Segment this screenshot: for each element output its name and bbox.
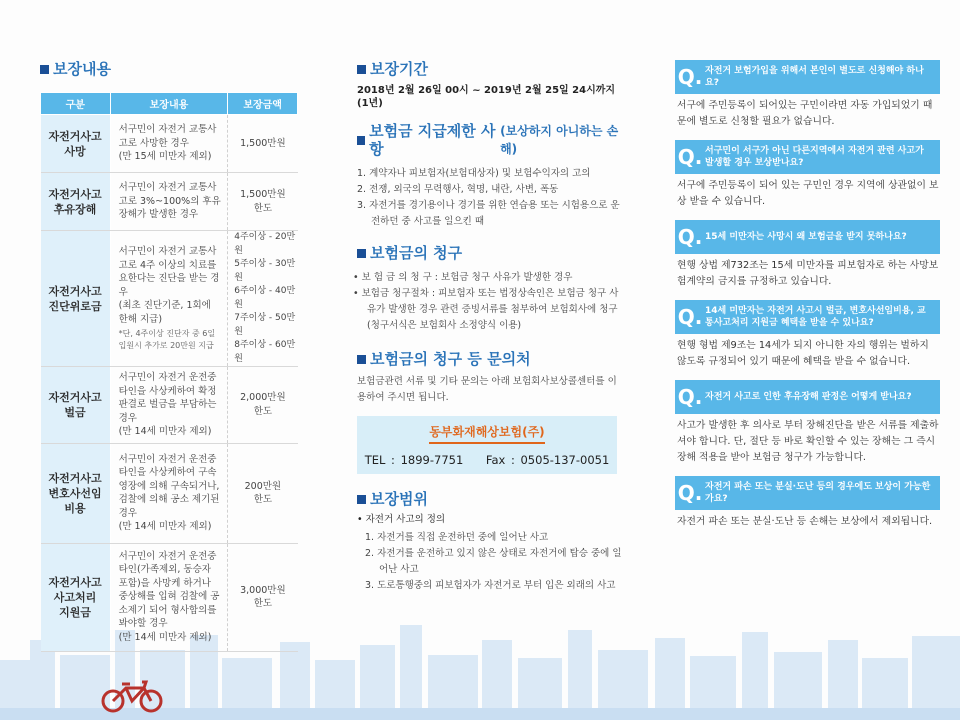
coverage-amount: 200만원 한도 <box>228 443 298 543</box>
limit-title: 보험금 지급제한 사항 (보상하지 아니하는 손해) <box>357 122 622 158</box>
faq-item <box>675 300 940 370</box>
contact-box <box>357 416 617 474</box>
coverage-desc: 서구민이 자전거 교통사고로 사망한 경우 (만 15세 미만자 제외) <box>110 115 228 173</box>
coverage-amount-tiers <box>228 231 298 367</box>
company-name: 동부화재해상보험(주) <box>429 424 544 444</box>
coverage-amount: 1,500만원 <box>228 115 298 173</box>
q-mark: Q. <box>677 305 703 329</box>
coverage-kind: 자전거사고 변호사선임 비용 <box>41 443 111 543</box>
list-item: • 보 험 금 의 청 구 : 보험금 청구 사유가 발생한 경우 <box>353 272 573 283</box>
coverage-desc: 서구민이 자전거 운전중 타인(가족제외, 동승자 포함)을 사망케 하거나 중상해를 입혀 검찰에 공소제기 되어 형사합의를 봐야할 경우 (만 14세 미만자 제외) <box>110 543 228 651</box>
square-bullet-icon <box>357 136 365 145</box>
coverage-table <box>40 92 298 652</box>
tier-item: 8주이상 - 60만원 <box>234 340 296 364</box>
faq-question: Q. 서구민이 서구가 아닌 다른지역에서 자전거 관련 사고가 발생할 경우 보상받나요? <box>675 140 940 174</box>
faq-question: Q. 자전거 사고로 인한 후유장해 판정은 어떻게 받나요? <box>675 380 940 414</box>
coverage-desc-text: 서구민이 자전거 교통사고로 4주 이상의 치료를 요한다는 진단을 받는 경우 (최초 진단기준, 1회에 한해 지급) <box>118 246 220 325</box>
q-mark: Q. <box>677 225 703 249</box>
faq-answer: 서구에 주민등록이 되어 있는 구민인 경우 지역에 상관없이 보상 받을 수 있습니다. <box>677 180 939 207</box>
table-header: 구분 <box>41 93 111 115</box>
inquiry-text: 보험금관련 서류 및 기타 문의는 아래 보험회사보상콜센터를 이용하여 주시면 됩니다. <box>357 376 617 403</box>
faq-item <box>675 380 940 466</box>
period-title: 보장기간 <box>357 60 622 78</box>
coverage-kind: 자전거사고 벌금 <box>41 367 111 444</box>
tier-item: 4주이상 - 20만원 <box>234 232 296 256</box>
scope-list <box>357 530 622 594</box>
faq-item <box>675 60 940 130</box>
coverage-kind: 자전거사고 후유장해 <box>41 173 111 231</box>
faq-item <box>675 220 940 290</box>
list-item: 3. 자전거를 경기용이나 경기를 위한 연습용 또는 시험용으로 운전하던 중 사고를 일으킨 때 <box>357 200 620 227</box>
coverage-kind: 자전거사고 사고처리 지원금 <box>41 543 111 651</box>
square-bullet-icon <box>357 355 366 364</box>
square-bullet-icon <box>357 249 366 258</box>
list-item: 2. 전쟁, 외국의 무력행사, 혁명, 내란, 사변, 폭동 <box>357 184 559 195</box>
faq-answer: 현행 상법 제732조는 15세 미만자를 피보험자로 하는 사망보험계약의 금지를 규정하고 있습니다. <box>677 260 939 287</box>
faq-answer: 사고가 발생한 후 의사로 부터 장해진단을 받은 서류를 제출하셔야 합니다. 단, 절단 등 바로 확인할 수 있는 장해는 그 즉시 장해 적용을 받아 보험금 청구가 가능합니다. <box>677 420 939 463</box>
faq-answer: 현행 형법 제9조는 14세가 되지 아니한 자의 행위는 벌하지 않도록 규정되어 있기 때문에 혜택을 받을 수 없습니다. <box>677 340 929 367</box>
coverage-desc: 서구민이 자전거 교통사고로 3%~100%의 후유장해가 발생한 경우 <box>110 173 228 231</box>
period-text: 2018년 2월 26일 00시 ~ 2019년 2월 25일 24시까지(1년) <box>357 85 616 109</box>
tier-item: 6주이상 - 40만원 <box>234 286 296 310</box>
square-bullet-icon <box>357 65 366 74</box>
faq-question: Q. 14세 미만자는 자전거 사고시 벌금, 변호사선임비용, 교통사고처리 지원금 혜택을 받을 수 있나요? <box>675 300 940 334</box>
claim-list <box>353 270 622 334</box>
coverage-amount: 1,500만원 한도 <box>228 173 298 231</box>
faq-answer: 자전거 파손 또는 분실·도난 등 손해는 보상에서 제외됩니다. <box>677 516 933 527</box>
faq-question: Q. 15세 미만자는 사망시 왜 보험금을 받지 못하나요? <box>675 220 940 254</box>
coverage-kind: 자전거사고 진단위로금 <box>41 231 111 367</box>
table-row <box>41 367 298 444</box>
coverage-column <box>40 60 298 652</box>
coverage-note: *단, 4주이상 진단자 중 6일 입원시 추가로 20만원 지급 <box>118 329 216 350</box>
coverage-amount: 2,000만원 한도 <box>228 367 298 444</box>
square-bullet-icon <box>357 495 366 504</box>
table-row <box>41 231 298 367</box>
coverage-kind: 자전거사고 사망 <box>41 115 111 173</box>
faq-question: Q. 자전거 파손 또는 분실·도난 등의 경우에도 보상이 가능한가요? <box>675 476 940 510</box>
coverage-desc <box>110 231 228 367</box>
tier-item: 7주이상 - 50만원 <box>234 313 296 337</box>
faq-item <box>675 476 940 530</box>
q-mark: Q. <box>677 481 703 505</box>
q-mark: Q. <box>677 65 703 89</box>
claim-title: 보험금의 청구 <box>357 244 622 262</box>
coverage-amount: 3,000만원 한도 <box>228 543 298 651</box>
list-item: 2. 자전거를 운전하고 있지 않은 상태로 자전거에 탑승 중에 일어난 사고 <box>365 548 622 575</box>
limit-list <box>357 166 622 230</box>
list-item: 1. 계약자나 피보험자(보험대상자) 및 보험수익자의 고의 <box>357 168 591 179</box>
coverage-title: 보장내용 <box>40 60 298 78</box>
table-header: 보장내용 <box>110 93 228 115</box>
table-row <box>41 173 298 231</box>
contact-numbers: TEL : 1899-7751 Fax : 0505-137-0051 <box>364 453 610 467</box>
info-column <box>353 60 622 594</box>
faq-answer: 서구에 주민등록이 되어있는 구민이라면 자동 가입되었기 때문에 별도로 신청할 필요가 없습니다. <box>677 100 933 127</box>
faq-item <box>675 140 940 210</box>
inquiry-title: 보험금의 청구 등 문의처 <box>357 350 622 368</box>
square-bullet-icon <box>40 65 49 74</box>
q-mark: Q. <box>677 145 703 169</box>
bicycle-icon <box>100 678 164 714</box>
faq-question: Q. 자전거 보험가입을 위해서 본인이 별도로 신청해야 하나요? <box>675 60 940 94</box>
list-item: 3. 도로통행중의 피보험자가 자전거로 부터 입은 외래의 사고 <box>365 580 616 591</box>
list-item: • 보험금 청구절차 : 피보험자 또는 법정상속인은 보험금 청구 사유가 발생한 경우 관련 증빙서류를 첨부하여 보험회사에 청구(청구서식은 보험회사 소정양식 이용) <box>353 288 619 331</box>
scope-title: 보장범위 <box>357 490 622 508</box>
table-header: 보장금액 <box>228 93 298 115</box>
table-row <box>41 543 298 651</box>
table-row <box>41 443 298 543</box>
list-item: 1. 자전거를 직접 운전하던 중에 일어난 사고 <box>365 532 549 543</box>
table-row <box>41 115 298 173</box>
coverage-desc: 서구민이 자전거 운전중 타인을 사상케하여 구속영장에 의해 구속되거나, 검찰에 의해 공소 제기된 경우 (만 14세 미만자 제외) <box>110 443 228 543</box>
tier-item: 5주이상 - 30만원 <box>234 259 296 283</box>
faq-column <box>675 60 940 540</box>
coverage-desc: 서구민이 자전거 운전중 타인을 사상케하여 확정판결로 벌금을 부담하는 경우 (만 14세 미만자 제외) <box>110 367 228 444</box>
scope-head: • 자전거 사고의 정의 <box>357 514 446 525</box>
q-mark: Q. <box>677 385 703 409</box>
